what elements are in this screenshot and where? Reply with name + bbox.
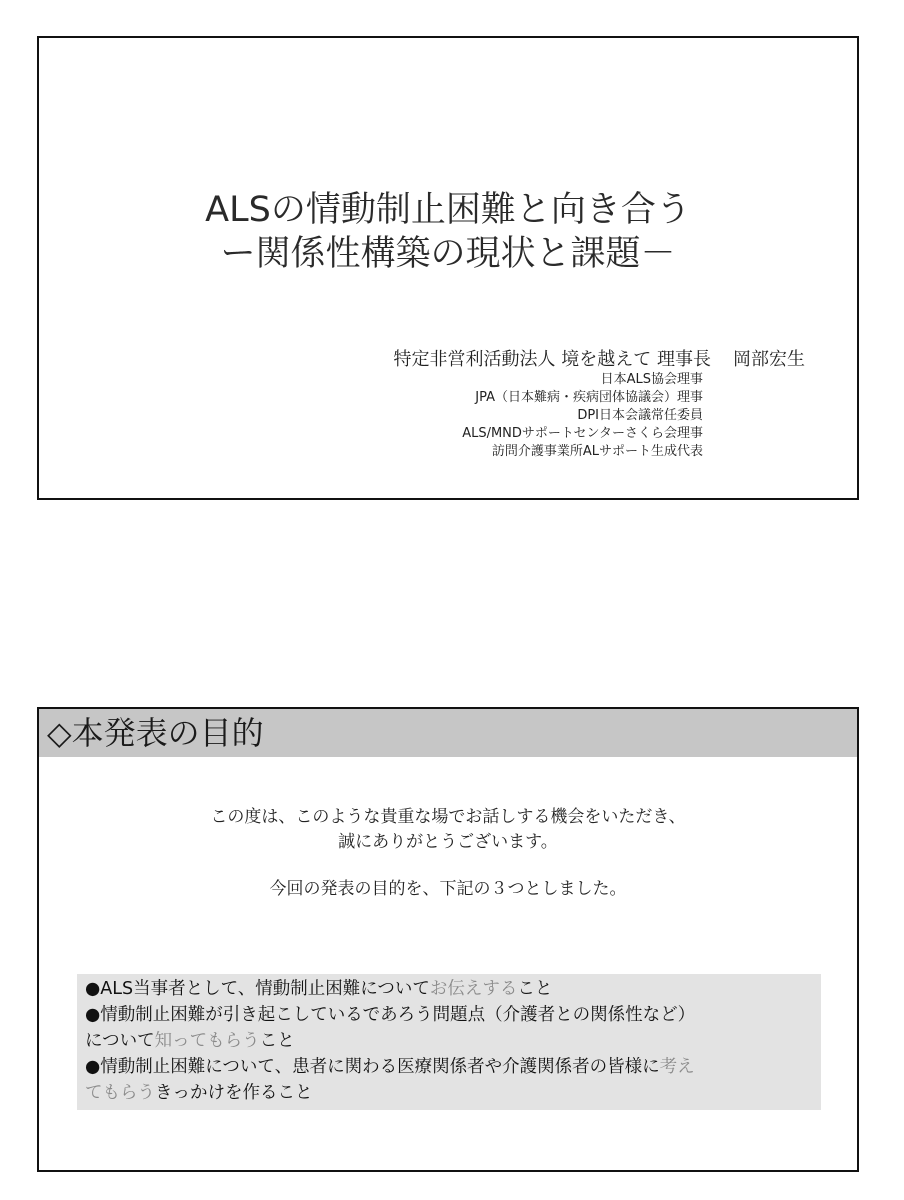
goal-item-3-line-2 [85,1080,813,1106]
title-line-2: ー関係性構築の現状と課題－ [220,234,676,274]
slide-heading: ◇本発表の目的 [39,709,857,757]
goal-item-2-line-1: ●情動制止困難が引き起こしているであろう問題点（介護者との関係性など） [85,1005,696,1025]
slide-title [39,188,857,276]
goal-item-3-line-1 [85,1054,813,1080]
intro-line-2: 誠にありがとうございます。 [338,832,558,852]
goals-box [77,974,821,1110]
role-item: 訪問介護事業所ALサポート生成代表 [491,444,703,459]
goal-text: ●情動制止困難について、患者に関わる医療関係者や介護関係者の皆様に [85,1057,660,1077]
role-item: ALS/MNDサポートセンターさくら会理事 [462,426,703,441]
intro-line-1: この度は、このような貴重な場でお話しする機会をいただき、 [210,807,686,827]
goal-text: ●ALS当事者として、情動制止困難について [85,979,430,999]
goal-emphasis: 知ってもらう [154,1031,260,1051]
purpose-slide [37,707,859,1172]
goal-item-1 [85,976,813,1002]
purpose-statement [39,877,857,902]
goal-text: こと [517,979,553,999]
author-name: 岡部宏生 [733,349,805,370]
title-slide [37,36,859,500]
purpose-text: 今回の発表の目的を、下記の３つとしました。 [269,879,627,899]
goal-emphasis: てもらう [85,1083,155,1103]
goal-text: きっかけを作ること [155,1083,313,1103]
author-roles [462,371,703,461]
author-organization: 特定非営利活動法人 境を越えて 理事長 [393,349,711,370]
goal-text: について [85,1031,155,1051]
goal-item-2-line-2 [85,1028,813,1054]
role-item: DPI日本会議常任委員 [577,408,703,423]
author-line [394,345,805,371]
goal-emphasis: 考え [659,1057,695,1077]
goal-text: こと [259,1031,295,1051]
role-item: JPA（日本難病・疾病団体協議会）理事 [475,390,703,405]
title-line-1: ALSの情動制止困難と向き合う [205,190,691,230]
goal-emphasis: お伝えする [429,979,518,999]
intro-text [39,805,857,855]
role-item: 日本ALS協会理事 [600,372,703,387]
